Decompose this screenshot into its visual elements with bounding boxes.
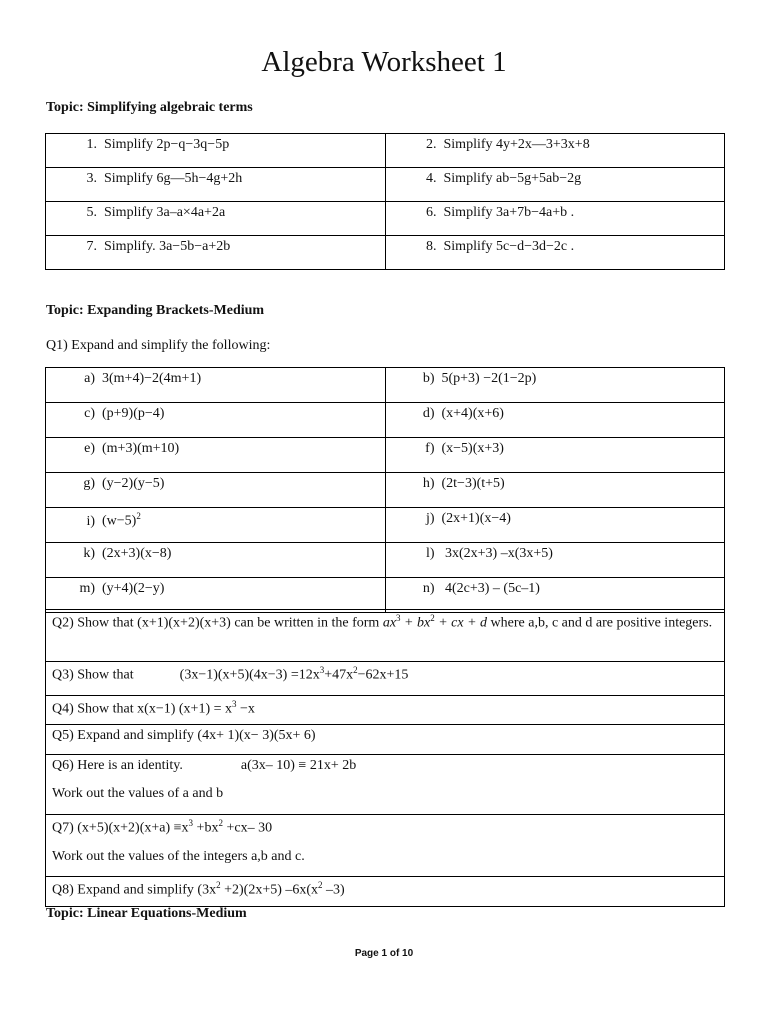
expand-cell [385,473,725,508]
simplify-cell [385,168,725,202]
simplify-item-number: 1. [86,137,97,152]
expand-row [46,438,725,473]
expand-item-expression: (x−5)(x+3) [441,441,504,456]
expand-item-number: l) [425,546,435,561]
expand-item-expression: (w−5) [102,513,137,529]
topic-expanding-heading: Topic: Expanding Brackets-Medium [46,303,265,318]
simplify-item [46,236,385,255]
topic-linear-equations-heading: Topic: Linear Equations-Medium [46,906,247,921]
expand-item-expression: (y+4)(2−y) [102,581,165,596]
expand-item-number: m) [79,581,95,596]
q8-text: +2)(2x+5) –6x(x [220,882,319,898]
q2-math-term: + bx [400,615,431,631]
q3-text: Q3) Show that [52,667,134,683]
q6-identity: a(3x– 10) ≡ 21x+ 2b [240,758,357,773]
expand-item [386,438,725,457]
q8-text: Q8) Expand and simplify (3x [52,882,217,898]
simplify-cell [46,202,386,236]
simplify-item-expression: Simplify ab−5g+5ab−2g [443,171,582,186]
expand-item-expression: (m+3)(m+10) [102,441,180,456]
expand-cell [385,368,725,403]
simplify-item [386,202,725,221]
simplify-item-number: 5. [86,205,97,220]
expand-row [46,368,725,403]
expand-item [386,403,725,422]
q2-exponent: 2 [430,613,435,623]
simplify-item-number: 7. [86,239,97,254]
expand-cell [46,368,386,403]
expand-row [46,508,725,543]
simplify-item-expression: Simplify 6g—5h−4g+2h [104,171,243,186]
simplify-row [46,236,725,270]
simplify-item-number: 6. [426,205,437,220]
simplify-item-number: 2. [426,137,437,152]
question-row-q5 [46,725,725,755]
q3-expression: −62x+15 [357,667,409,683]
question-q4 [46,696,725,725]
expand-item-number: d) [422,406,435,421]
q7-exponent: 3 [188,818,194,828]
simplify-cell [46,134,386,168]
simplify-item-expression: Simplify. 3a−5b−a+2b [104,239,231,254]
simplify-item [386,236,725,255]
q4-text: Q4) Show that x(x−1) (x+1) = x [52,701,232,717]
expand-cell [385,578,725,613]
q5-text: Q5) Expand and simplify (4x+ 1)(x− 3)(5x+ 6) [52,728,316,743]
topic-simplifying-heading: Topic: Simplifying algebraic terms [46,100,253,115]
questions-table [45,609,725,907]
simplify-item-expression: Simplify 3a+7b−4a+b . [443,205,575,220]
simplify-item [46,168,385,187]
expand-item-number: j) [425,511,435,526]
expand-item-number: n) [422,581,435,596]
expand-item-expression: 5(p+3) −2(1−2p) [441,371,537,386]
expand-row [46,578,725,613]
expand-item-number: c) [84,406,95,421]
expand-cell [385,508,725,543]
expand-item-number: b) [422,371,435,386]
simplify-row [46,168,725,202]
simplify-cell [46,236,386,270]
expand-item-expression: (2t−3)(t+5) [441,476,505,491]
expand-item-expression: (2x+1)(x−4) [441,511,511,526]
simplify-item-number: 3. [86,171,97,186]
simplify-row [46,134,725,168]
expand-item [46,438,385,457]
question-q5 [46,725,725,755]
q3-expression: +47x [324,667,354,683]
simplify-table [45,133,725,270]
simplify-item-expression: Simplify 4y+2x—3+3x+8 [443,137,590,152]
expand-row [46,543,725,578]
expand-item [386,578,725,597]
simplify-item [386,134,725,153]
question-row-q7 [46,815,725,877]
expand-item-number: a) [84,371,95,386]
expand-item [46,403,385,422]
expand-item-expression: (p+9)(p−4) [102,406,165,421]
expand-cell [46,473,386,508]
q4-text: −x [236,701,255,717]
expand-table [45,367,725,613]
simplify-cell [385,236,725,270]
q2-text-end: where a,b, c and d are positive integers. [487,615,713,631]
expand-item-exponent: 2 [136,511,141,521]
q7-exponent: 2 [218,818,223,828]
expand-cell [46,543,386,578]
q7-instruction: Work out the values of the integers a,b and c. [52,848,305,864]
q2-math-term: + cx + d [434,615,488,631]
expand-cell [46,438,386,473]
expand-item-expression: 3(m+4)−2(4m+1) [102,371,202,386]
expand-item-expression: (x+4)(x+6) [441,406,504,421]
q7-text: +bx [193,820,219,836]
expand-item-number: g) [83,476,95,491]
expand-row [46,403,725,438]
simplify-item [46,134,385,153]
expand-cell [46,578,386,613]
simplify-row [46,202,725,236]
expand-item-number: h) [422,476,435,491]
q2-text: Q2) Show that (x+1)(x+2)(x+3) can be written in the form [52,615,383,631]
question-q6 [46,755,725,815]
q2-exponent: 3 [396,613,401,623]
q4-exponent: 3 [232,699,237,709]
q3-exponent: 3 [319,665,325,675]
expand-cell [385,403,725,438]
question-q3 [46,662,725,696]
expand-item-expression: 4(2c+3) – (5c–1) [441,581,540,596]
simplify-item-expression: Simplify 5c−d−3d−2c . [443,239,575,254]
expand-item [386,508,725,527]
simplify-item-number: 8. [426,239,437,254]
expand-item [386,473,725,492]
expand-item-number: f) [425,441,435,456]
simplify-cell [46,168,386,202]
simplify-item-number: 4. [426,171,437,186]
expand-row [46,473,725,508]
page-title: Algebra Worksheet 1 [261,46,507,78]
q1-intro: Q1) Expand and simplify the following: [46,338,271,353]
expand-item-number: k) [83,546,95,561]
question-q8 [46,877,725,907]
expand-item-number: e) [84,441,95,456]
q3-exponent: 2 [353,665,358,675]
question-row-q4 [46,696,725,725]
expand-cell [46,403,386,438]
expand-item-expression: 3x(2x+3) –x(3x+5) [441,546,553,561]
expand-cell [385,438,725,473]
simplify-item [46,202,385,221]
expand-item-number: i) [86,513,95,529]
q7-text: +cx– 30 [222,820,273,836]
question-row-q3 [46,662,725,696]
page-number-footer: Page 1 of 10 [354,948,414,959]
expand-item-expression: (2x+3)(x−8) [102,546,172,561]
question-q2 [46,610,725,662]
simplify-cell [385,202,725,236]
expand-item [46,473,385,492]
simplify-item [386,168,725,187]
q2-math-term: ax [382,615,397,631]
expand-item-expression: (y−2)(y−5) [102,476,165,491]
expand-item [386,368,725,387]
expand-item [46,368,385,387]
expand-item [46,508,385,530]
expand-item [46,543,385,562]
q6-instruction: Work out the values of a and b [52,786,224,801]
q8-exponent: 2 [318,880,323,890]
q8-text: –3) [322,882,345,898]
q8-exponent: 2 [216,880,221,890]
question-row-q6 [46,755,725,815]
expand-cell [385,543,725,578]
simplify-item-expression: Simplify 2p−q−3q−5p [104,137,230,152]
question-row-q2 [46,610,725,662]
expand-item [386,543,725,562]
expand-cell [46,508,386,543]
simplify-cell [385,134,725,168]
question-q7 [46,815,725,877]
q3-expression: (3x−1)(x+5)(4x−3) =12x [179,667,320,683]
q6-text: Q6) Here is an identity. [52,758,183,773]
expand-item [46,578,385,597]
question-row-q8 [46,877,725,907]
simplify-item-expression: Simplify 3a–a×4a+2a [104,205,226,220]
q7-text: Q7) (x+5)(x+2)(x+a) ≡x [52,820,189,836]
